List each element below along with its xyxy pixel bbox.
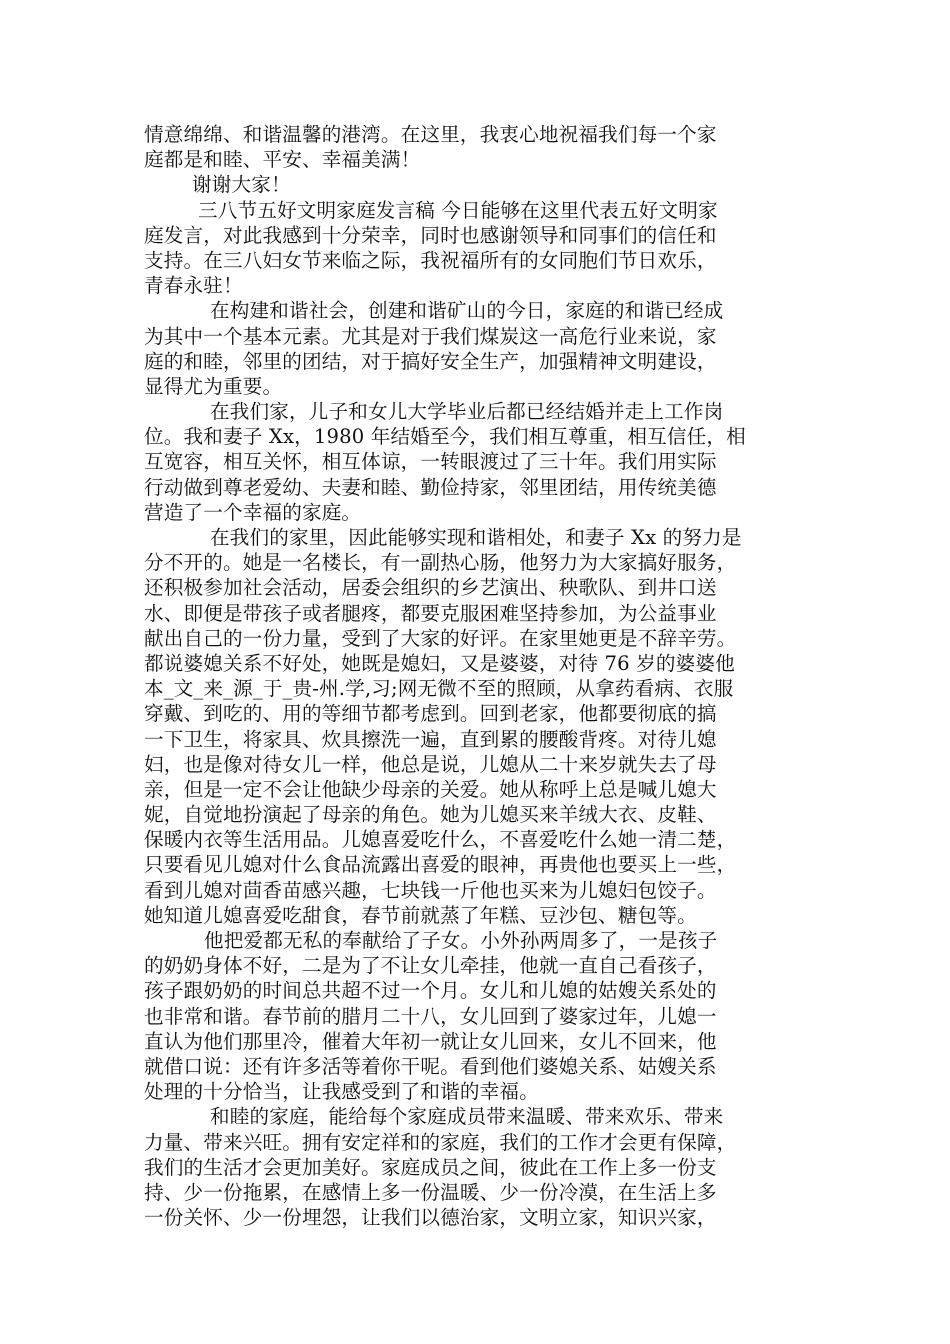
text-line: 直认为他们那里冷，催着大年初一就让女儿回来，女儿不回来，他: [144, 1029, 717, 1053]
text-line: 力量、带来兴旺。拥有安定祥和的家庭，我们的工作才会更有保障，: [144, 1130, 737, 1154]
text-line: 保暖内衣等生活用品。儿媳喜爱吃什么，不喜爱吃什么她一清二楚，: [144, 828, 737, 852]
text-line: 持、少一份拖累，在感情上多一份温暖、少一份冷漠，在生活上多: [144, 1180, 717, 1204]
text-line: 都说婆媳关系不好处，她既是媳妇，又是婆婆，对待 76 岁的婆婆他: [144, 651, 735, 675]
text-line: 只要看见儿媳对什么食品流露出喜爱的眼神，再贵他也要买上一些，: [144, 853, 737, 877]
text-line: 谢谢大家！: [192, 173, 291, 197]
text-line: 一份关怀、少一份埋怨，让我们以德治家，文明立家，知识兴家，: [144, 1206, 717, 1230]
text-line: 他把爱都无私的奉献给了子女。小外孙两周多了，一是孩子: [204, 929, 718, 952]
text-line: 亲，但是一定不会让他缺少母亲的关爱。她从称呼上总是喊儿媳大: [144, 777, 717, 801]
text-line: 穿戴、到吃的、用的等细节都考虑到。回到老家，他都要彻底的搞: [144, 702, 717, 726]
text-line: 青春永驻！: [144, 274, 243, 298]
text-line: 妇，也是像对待女儿一样，他总是说，儿媳从二十来岁就失去了母: [144, 752, 717, 776]
text-line: 看到儿媳对茴香苗感兴趣，七块钱一斤他也买来为儿媳妇包饺子。: [144, 878, 717, 902]
text-line: 我们的生活才会更加美好。家庭成员之间，彼此在工作上多一份支: [144, 1155, 717, 1179]
text-line: 行动做到尊老爱幼、夫妻和睦、勤俭持家，邻里团结，用传统美德: [144, 475, 717, 499]
document-body-text: [144, 122, 812, 1230]
text-line: 庭发言，对此我感到十分荣幸，同时也感谢领导和同事们的信任和: [144, 223, 717, 247]
text-line: 位。我和妻子 Xx，1980 年结婚至今，我们相互尊重，相互信任，相: [144, 425, 746, 449]
text-line: 分不开的。她是一名楼长，有一副热心肠，他努力为大家搞好服务，: [144, 551, 737, 575]
text-line: 三八节五好文明家庭发言稿 今日能够在这里代表五好文明家: [198, 198, 718, 222]
text-line: 献出自己的一份力量，受到了大家的好评。在家里她更是不辞辛劳。: [144, 626, 737, 650]
text-line: 在我们的家里，因此能够实现和谐相处，和妻子 Xx 的努力是: [210, 526, 742, 549]
text-line: 在我们家，儿子和女儿大学毕业后都已经结婚并走上工作岗: [210, 400, 724, 424]
text-line: 庭的和睦，邻里的团结，对于搞好安全生产，加强精神文明建设，: [144, 349, 717, 373]
text-line: 她知道儿媳喜爱吃甜食，春节前就蒸了年糕、豆沙包、糖包等。: [144, 903, 697, 927]
text-line: 本_文_来_源_于_贵-州.学,习;网无微不至的照顾，从拿药看病、衣服: [144, 677, 734, 701]
text-line: 水、即便是带孩子或者腿疼，都要克服困难坚持参加，为公益事业: [144, 601, 717, 625]
text-line: 营造了一个幸福的家庭。: [144, 500, 362, 524]
text-line: 一下卫生，将家具、炊具擦洗一遍，直到累的腰酸背疼。对待儿媳: [144, 727, 717, 751]
text-line: 显得尤为重要。: [144, 374, 283, 398]
text-line: 为其中一个基本元素。尤其是对于我们煤炭这一高危行业来说，家: [144, 324, 717, 348]
text-line: 也非常和谐。春节前的腊月二十八，女儿回到了婆家过年，儿媳一: [144, 1004, 717, 1028]
text-line: 互宽容，相互关怀，相互体谅，一转眼渡过了三十年。我们用实际: [144, 450, 717, 474]
text-line: 情意绵绵、和谐温馨的港湾。在这里，我衷心地祝福我们每一个家: [144, 123, 717, 146]
text-line: 孩子跟奶奶的时间总共超不过一个月。女儿和儿媳的姑嫂关系处的: [144, 979, 717, 1003]
text-line: 还积极参加社会活动，居委会组织的乡艺演出、秧歌队、到井口送: [144, 576, 717, 600]
text-line: 支持。在三八妇女节来临之际，我祝福所有的女同胞们节日欢乐，: [144, 248, 717, 272]
text-line: 和睦的家庭，能给每个家庭成员带来温暖、带来欢乐、带来: [210, 1105, 724, 1129]
text-line: 处理的十分恰当，让我感受到了和谐的幸福。: [144, 1080, 539, 1104]
text-line: 的奶奶身体不好，二是为了不让女儿牵挂，他就一直自己看孩子，: [144, 954, 717, 978]
text-line: 妮，自觉地扮演起了母亲的角色。她为儿媳买来羊绒大衣、皮鞋、: [144, 803, 717, 827]
text-line: 庭都是和睦、平安、幸福美满！: [144, 148, 421, 172]
text-line: 就借口说：还有许多活等着你干呢。看到他们婆媳关系、姑嫂关系: [144, 1054, 717, 1078]
text-line: 在构建和谐社会，创建和谐矿山的今日，家庭的和谐已经成: [210, 299, 724, 323]
